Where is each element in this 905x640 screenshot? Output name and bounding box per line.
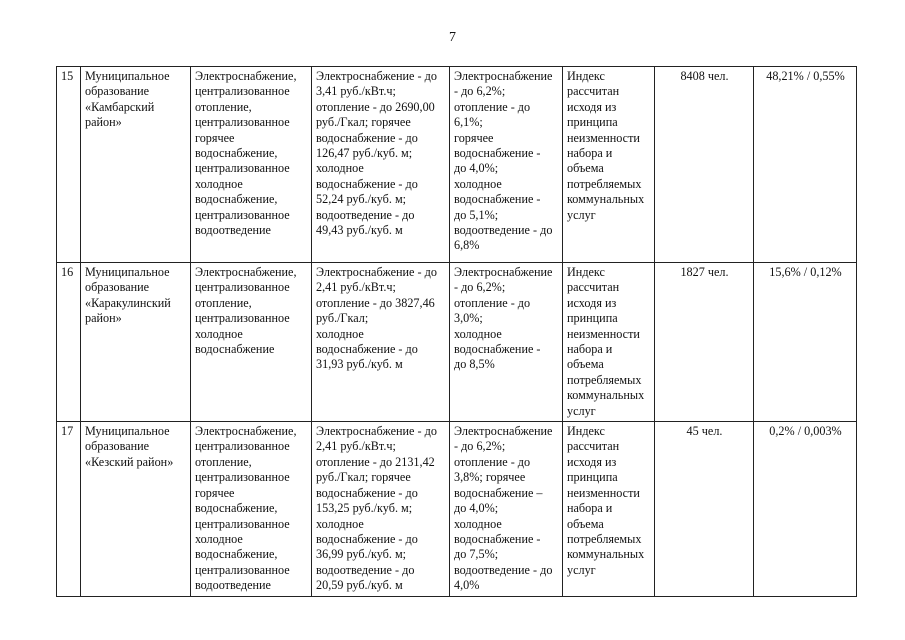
cell-text-line: набора и — [567, 146, 613, 161]
cell-text-line: «Кезский район» — [85, 454, 174, 469]
cell-text-line: 20,59 руб./куб. м — [316, 578, 403, 593]
index-note-cell — [563, 422, 655, 596]
growth-cell — [450, 263, 563, 422]
share-cell: 15,6% / 0,12% — [754, 263, 857, 422]
cell-text-line: 6,1%; — [454, 115, 483, 130]
cell-text-line: неизменности — [567, 485, 640, 500]
cell-text-line: водоотведение - до — [454, 223, 553, 238]
cell-text-line: - до 6,2%; — [454, 84, 506, 99]
cell-text-line: Электроснабжение — [454, 424, 553, 439]
cell-text-line: принципа — [567, 115, 618, 130]
index-note-cell — [563, 263, 655, 422]
cell-text-line: - до 6,2%; — [454, 280, 506, 295]
cell-text-line: Муниципальное — [85, 69, 170, 83]
cell-text-line: водоснабжение, — [195, 146, 278, 161]
cell-text-line: 3,8%; горячее — [454, 470, 526, 485]
cell-text-line: водоснабжение - до — [316, 130, 418, 145]
cell-text-line: холодное — [316, 161, 364, 176]
cell-text-line: водоотведение - до — [316, 562, 415, 577]
cell-text-line: горячее — [454, 130, 494, 145]
growth-cell — [450, 422, 563, 596]
cell-text-line: водоотведение — [195, 578, 271, 593]
cell-text-line: водоснабжение, — [195, 501, 278, 516]
cell-text-line: образование — [85, 84, 150, 99]
cell-text-line: Индекс — [567, 265, 605, 279]
cell-text-line: водоснабжение, — [195, 547, 278, 562]
cell-text-line: отопление, — [195, 295, 252, 310]
table-row — [57, 422, 857, 596]
cell-text-line: отопление - до — [454, 99, 531, 114]
cell-text-line: коммунальных — [567, 388, 645, 403]
municipality-cell — [81, 263, 191, 422]
cell-text-line: централизованное — [195, 207, 290, 222]
population-cell: 8408 чел. — [655, 67, 754, 263]
cell-text-line: исходя из — [567, 99, 617, 114]
cell-text-line: холодное — [195, 531, 243, 546]
cell-text-line: 2,41 руб./кВт.ч; — [316, 439, 396, 454]
cell-text-line: отопление - до — [454, 295, 531, 310]
cell-text-line: централизованное — [195, 161, 290, 176]
cell-text-line: рассчитан — [567, 439, 620, 454]
cell-text-line: район» — [85, 311, 122, 326]
cell-text-line: 2,41 руб./кВт.ч; — [316, 280, 396, 295]
cell-text-line: отопление - до — [454, 454, 531, 469]
share-cell: 0,2% / 0,003% — [754, 422, 857, 596]
cell-text-line: холодное — [195, 176, 243, 191]
cell-text-line: принципа — [567, 311, 618, 326]
cell-text-line: отопление - до 2131,42 — [316, 454, 435, 469]
municipality-cell — [81, 67, 191, 263]
table-row — [57, 263, 857, 422]
cell-text-line: Электроснабжение - до — [316, 424, 437, 439]
cell-text-line: Электроснабжение, — [195, 424, 297, 439]
cell-text-line: руб./Гкал; горячее — [316, 115, 411, 130]
cell-text-line: централизованное — [195, 280, 290, 295]
cell-text-line: образование — [85, 280, 150, 295]
cell-text-line: Электроснабжение - до — [316, 69, 437, 83]
cell-text-line: неизменности — [567, 326, 640, 341]
cell-text-line: до 4,0%; — [454, 501, 499, 516]
cell-text-line: холодное — [316, 326, 364, 341]
cell-text-line: централизованное — [195, 115, 290, 130]
share-cell: 48,21% / 0,55% — [754, 67, 857, 263]
cell-text-line: 31,93 руб./куб. м — [316, 357, 403, 372]
cell-text-line: руб./Гкал; горячее — [316, 470, 411, 485]
population-cell: 45 чел. — [655, 422, 754, 596]
cell-text-line: водоснабжение - до — [316, 531, 418, 546]
cell-text-line: 153,25 руб./куб. м; — [316, 501, 413, 516]
cell-text-line: водоотведение — [195, 223, 271, 238]
row-number-cell: 17 — [57, 422, 81, 596]
row-number-cell: 15 — [57, 67, 81, 263]
cell-text-line: централизованное — [195, 470, 290, 485]
table-row — [57, 67, 857, 263]
cell-text-line: водоснабжение - — [454, 146, 541, 161]
cell-text-line: централизованное — [195, 311, 290, 326]
cell-text-line: 3,0%; — [454, 311, 483, 326]
cell-text-line: потребляемых — [567, 531, 642, 546]
cell-text-line: исходя из — [567, 295, 617, 310]
cell-text-line: услуг — [567, 562, 596, 577]
cell-text-line: централизованное — [195, 562, 290, 577]
cell-text-line: отопление, — [195, 454, 252, 469]
cell-text-line: 52,24 руб./куб. м; — [316, 192, 407, 207]
cell-text-line: объема — [567, 357, 604, 372]
cell-text-line: Электроснабжение — [454, 265, 553, 279]
cell-text-line: до 8,5% — [454, 357, 495, 372]
cell-text-line: район» — [85, 115, 122, 130]
cell-text-line: Индекс — [567, 69, 605, 83]
cell-text-line: водоснабжение - до — [316, 342, 418, 357]
cell-text-line: коммунальных — [567, 547, 645, 562]
page-number: 7 — [449, 30, 456, 45]
cell-text-line: потребляемых — [567, 176, 642, 191]
cell-text-line: рассчитан — [567, 84, 620, 99]
cell-text-line: 49,43 руб./куб. м — [316, 223, 403, 238]
cell-text-line: услуг — [567, 207, 596, 222]
cell-text-line: «Камбарский — [85, 99, 155, 114]
cell-text-line: водоснабжение - — [454, 192, 541, 207]
cell-text-line: отопление - до 3827,46 — [316, 295, 435, 310]
tariff-table — [56, 66, 857, 597]
cell-text-line: услуг — [567, 403, 596, 418]
cell-text-line: горячее — [195, 130, 235, 145]
services-cell — [191, 263, 312, 422]
cell-text-line: принципа — [567, 470, 618, 485]
services-cell — [191, 422, 312, 596]
cell-text-line: Электроснабжение — [454, 69, 553, 83]
growth-cell — [450, 67, 563, 263]
cell-text-line: централизованное — [195, 84, 290, 99]
cell-text-line: Муниципальное — [85, 424, 170, 439]
cell-text-line: потребляемых — [567, 372, 642, 387]
cell-text-line: холодное — [454, 516, 502, 531]
cell-text-line: 6,8% — [454, 238, 480, 253]
cell-text-line: 126,47 руб./куб. м; — [316, 146, 413, 161]
cell-text-line: отопление, — [195, 99, 252, 114]
cell-text-line: образование — [85, 439, 150, 454]
tariffs-cell — [312, 422, 450, 596]
cell-text-line: холодное — [195, 326, 243, 341]
population-cell: 1827 чел. — [655, 263, 754, 422]
cell-text-line: водоснабжение - до — [316, 485, 418, 500]
cell-text-line: руб./Гкал; — [316, 311, 369, 326]
cell-text-line: до 5,1%; — [454, 207, 499, 222]
cell-text-line: водоотведение - до — [316, 207, 415, 222]
cell-text-line: объема — [567, 516, 604, 531]
cell-text-line: отопление - до 2690,00 — [316, 99, 435, 114]
cell-text-line: набора и — [567, 342, 613, 357]
cell-text-line: до 7,5%; — [454, 547, 499, 562]
cell-text-line: Электроснабжение, — [195, 265, 297, 279]
cell-text-line: исходя из — [567, 454, 617, 469]
cell-text-line: рассчитан — [567, 280, 620, 295]
cell-text-line: водоснабжение, — [195, 192, 278, 207]
cell-text-line: холодное — [316, 516, 364, 531]
cell-text-line: «Каракулинский — [85, 295, 171, 310]
cell-text-line: Муниципальное — [85, 265, 170, 279]
cell-text-line: водоотведение - до — [454, 562, 553, 577]
tariffs-cell — [312, 263, 450, 422]
cell-text-line: набора и — [567, 501, 613, 516]
municipality-cell — [81, 422, 191, 596]
tariffs-cell — [312, 67, 450, 263]
cell-text-line: централизованное — [195, 516, 290, 531]
cell-text-line: коммунальных — [567, 192, 645, 207]
cell-text-line: 4,0% — [454, 578, 480, 593]
cell-text-line: водоснабжение - — [454, 531, 541, 546]
cell-text-line: Электроснабжение - до — [316, 265, 437, 279]
cell-text-line: горячее — [195, 485, 235, 500]
cell-text-line: 3,41 руб./кВт.ч; — [316, 84, 396, 99]
cell-text-line: водоснабжение – — [454, 485, 543, 500]
index-note-cell — [563, 67, 655, 263]
table-body — [57, 67, 857, 597]
cell-text-line: Индекс — [567, 424, 605, 439]
cell-text-line: Электроснабжение, — [195, 69, 297, 83]
cell-text-line: до 4,0%; — [454, 161, 499, 176]
cell-text-line: водоснабжение — [195, 342, 275, 357]
cell-text-line: неизменности — [567, 130, 640, 145]
cell-text-line: холодное — [454, 326, 502, 341]
cell-text-line: водоснабжение - до — [316, 176, 418, 191]
cell-text-line: - до 6,2%; — [454, 439, 506, 454]
cell-text-line: объема — [567, 161, 604, 176]
cell-text-line: 36,99 руб./куб. м; — [316, 547, 407, 562]
row-number-cell: 16 — [57, 263, 81, 422]
services-cell — [191, 67, 312, 263]
cell-text-line: водоснабжение - — [454, 342, 541, 357]
cell-text-line: централизованное — [195, 439, 290, 454]
cell-text-line: холодное — [454, 176, 502, 191]
